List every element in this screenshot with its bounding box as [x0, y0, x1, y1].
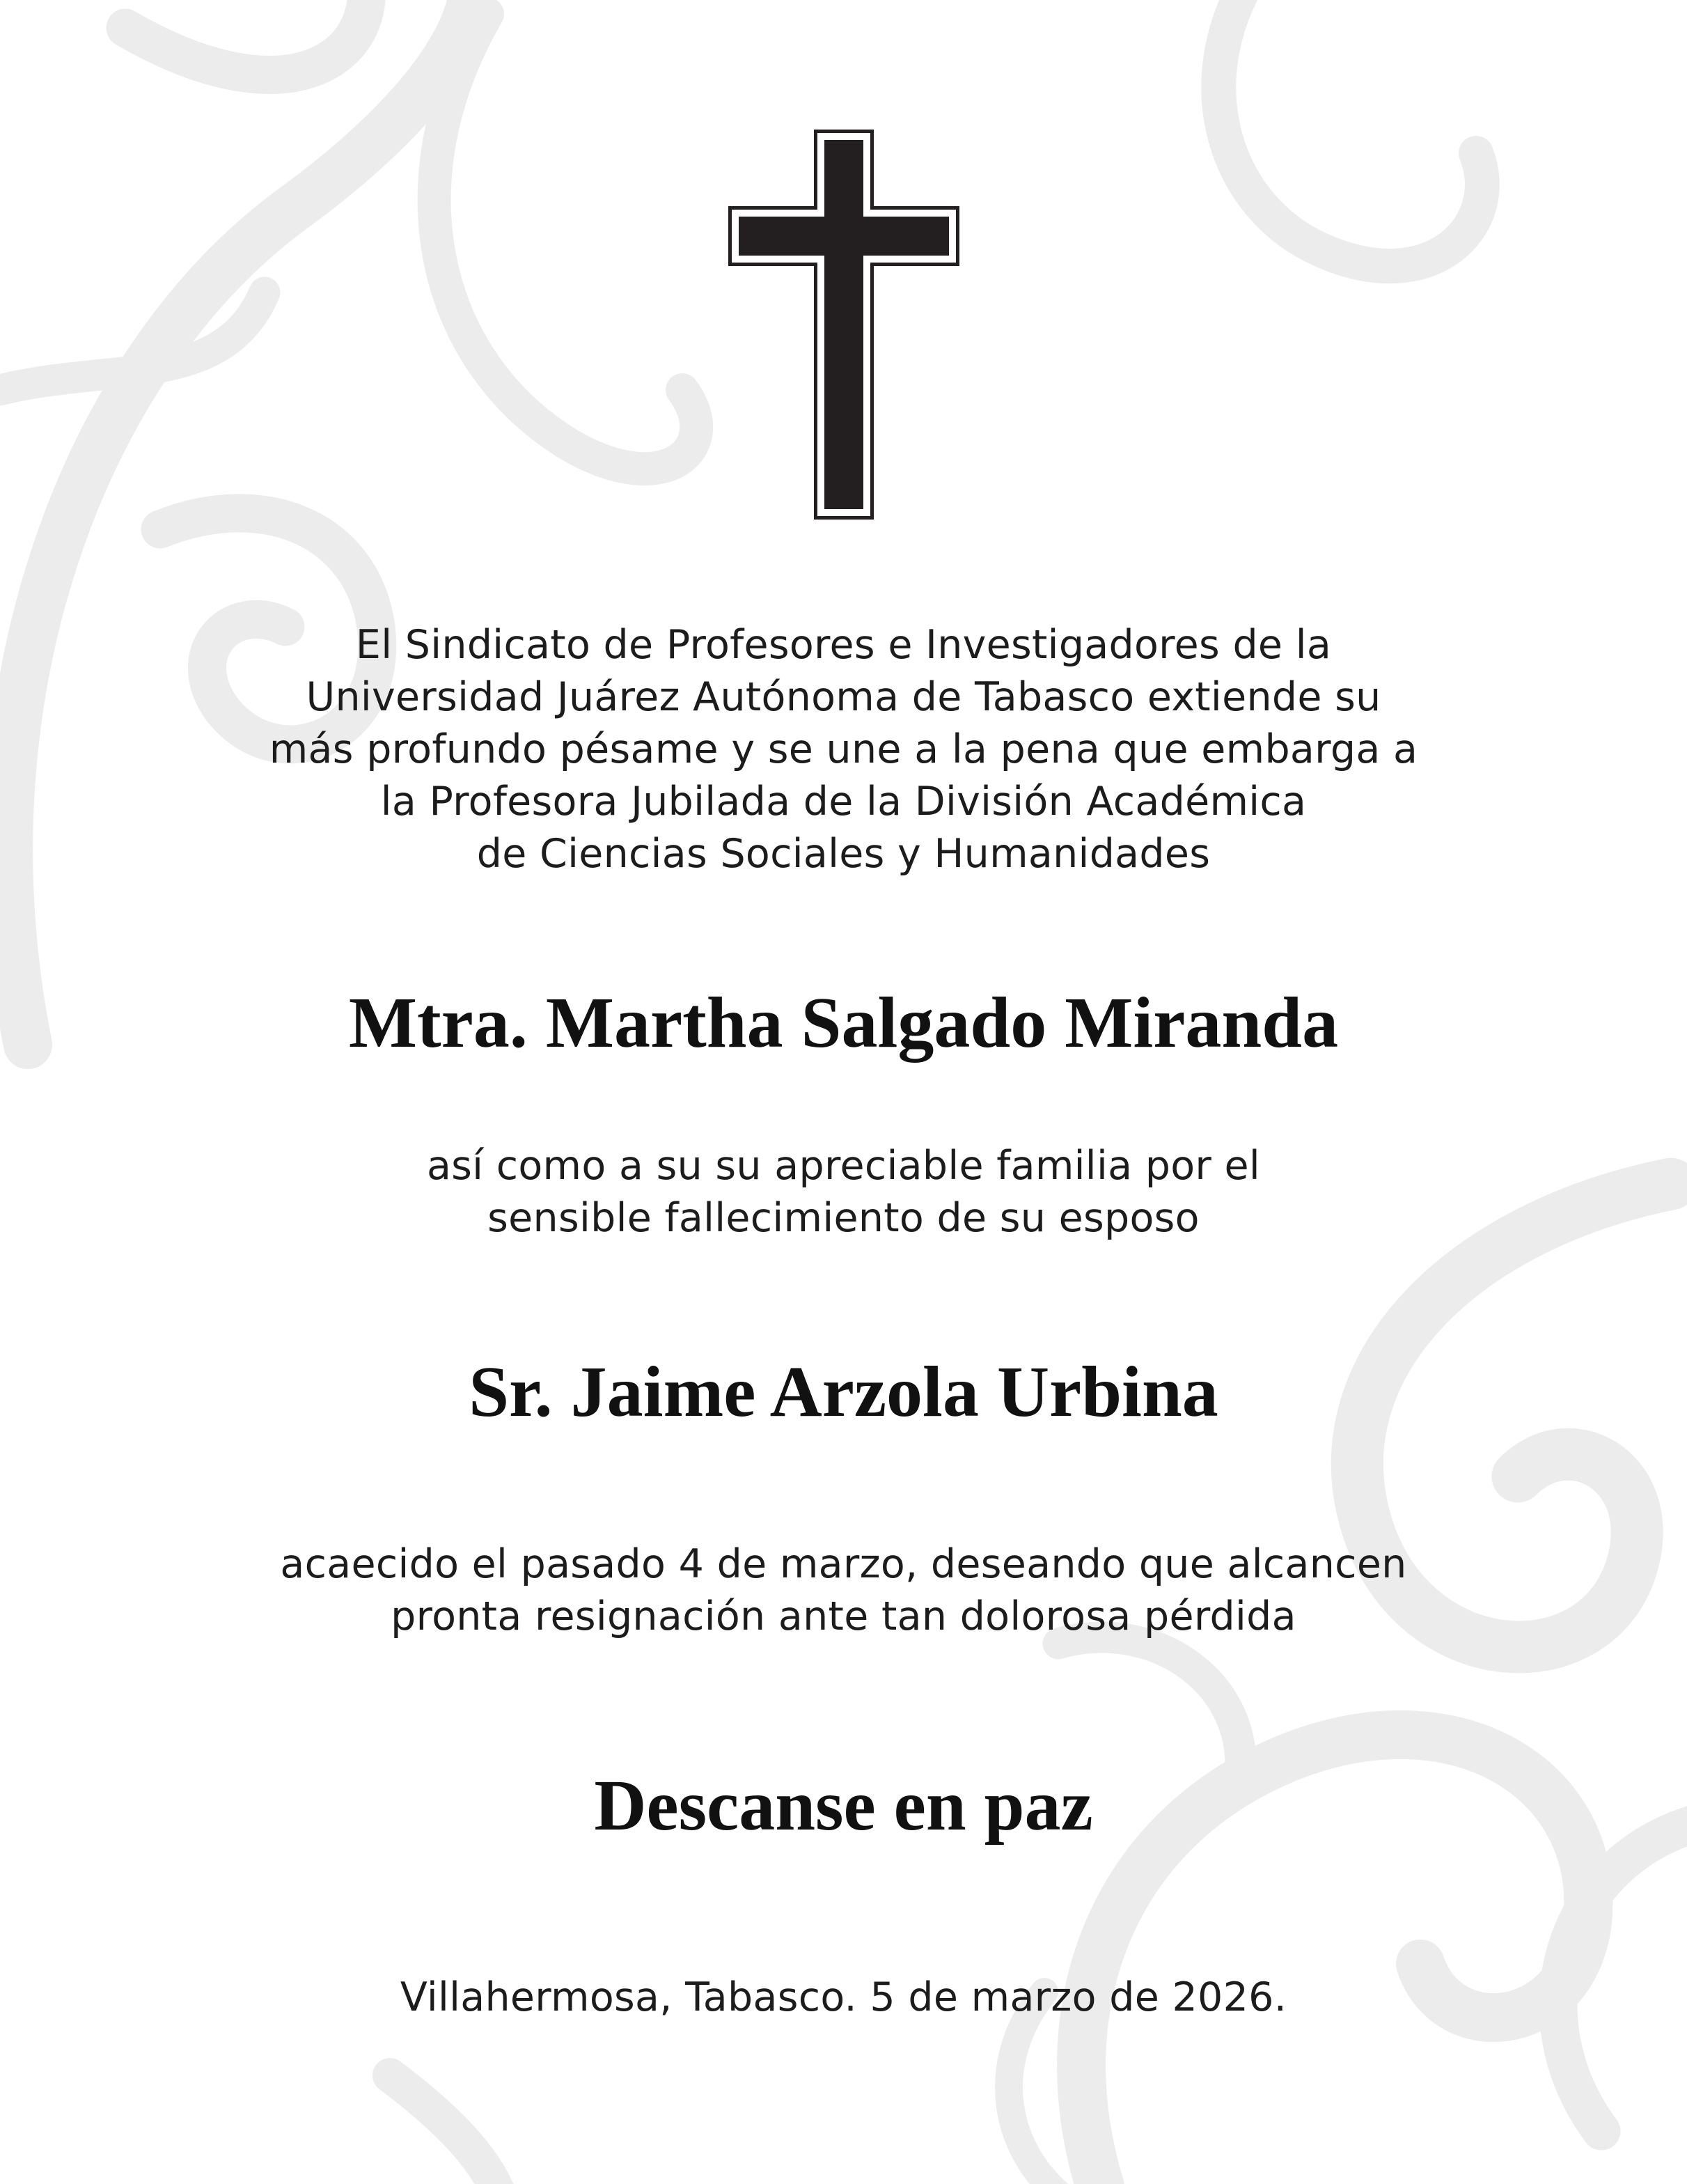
- intro-paragraph: [0, 619, 1687, 880]
- swirl-ornament: [1058, 1637, 1241, 1783]
- intro-line: El Sindicato de Profesores e Investigadores de la: [355, 622, 1332, 668]
- swirl-ornament: [0, 292, 265, 390]
- closing-line: acaecido el pasado 4 de marzo, deseando que alcancen: [280, 1541, 1407, 1587]
- intro-line: de Ciencias Sociales y Humanidades: [476, 831, 1211, 877]
- middle-line: así como a su su apreciable familia por el: [426, 1143, 1261, 1189]
- deceased-name: Sr. Jaime Arzola Urbina: [469, 1352, 1218, 1432]
- middle-paragraph: [0, 1140, 1687, 1245]
- swirl-ornament: [390, 2075, 501, 2184]
- honoree-name: Mtra. Martha Salgado Miranda: [348, 983, 1339, 1063]
- swirl-ornament: [1218, 0, 1482, 266]
- closing-paragraph: [0, 1538, 1687, 1643]
- intro-line: la Profesora Jubilada de la División Académica: [380, 779, 1307, 825]
- intro-line: más profundo pésame y se une a la pena que embarga a: [269, 726, 1418, 772]
- intro-line: Universidad Juárez Autónoma de Tabasco extiende su: [306, 674, 1381, 720]
- swirl-ornament: [125, 0, 367, 75]
- swirl-ornament: [434, 14, 696, 469]
- place-and-date: Villahermosa, Tabasco. 5 de marzo de 2026.: [400, 1974, 1287, 2020]
- closing-line: pronta resignación ante tan dolorosa pérdida: [391, 1593, 1296, 1639]
- rest-in-peace-heading: Descanse en paz: [594, 1765, 1093, 1846]
- cross-icon: [728, 130, 959, 520]
- middle-line: sensible fallecimiento de su esposo: [487, 1195, 1200, 1241]
- swirl-ornament: [8, 0, 473, 1045]
